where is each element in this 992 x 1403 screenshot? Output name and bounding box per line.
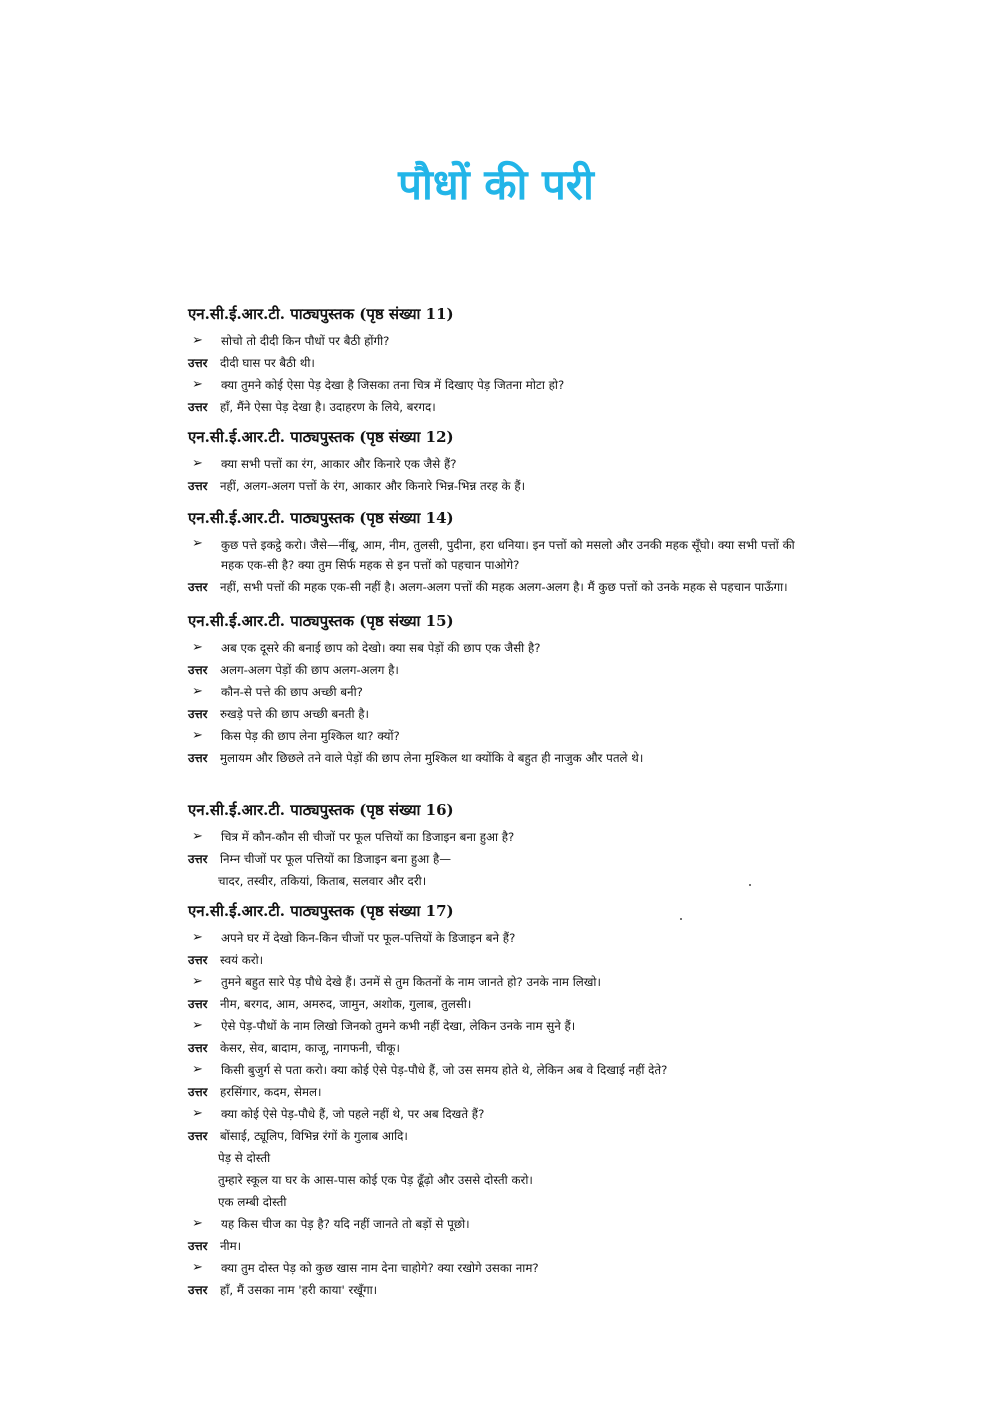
sub-heading: पेड़ से दोस्ती	[218, 1151, 271, 1165]
answer	[188, 848, 813, 870]
answer	[188, 1037, 813, 1059]
answer-text: नहीं, अलग-अलग पत्तों के रंग, आकार और किनारे भिन्न-भिन्न तरह के हैं।	[220, 479, 526, 493]
answer-label: उत्तर	[188, 1129, 208, 1143]
answer-text: रुखड़े पत्ते की छाप अच्छी बनती है।	[220, 707, 369, 721]
answer	[188, 576, 813, 600]
question-text: कुछ पत्ते इकट्ठे करो। जैसे—नींबू, आम, नीम, तुलसी, पुदीना, हरा धनिया। इन पत्तों को मसलो और उनकी महक सूँघो। क्या सभी पत्तों की महक एक-सी है? क्या तुम सिर्फ महक से इन पत्तों को पहचान पाओगे?	[221, 538, 795, 572]
question	[188, 1257, 813, 1279]
question-text: कौन-से पत्ते की छाप अच्छी बनी?	[221, 685, 363, 699]
question	[188, 1015, 813, 1037]
answer	[188, 659, 813, 681]
question	[188, 1059, 813, 1081]
answer-label: उत्तर	[188, 997, 208, 1011]
question	[188, 534, 813, 576]
answer-text: स्वयं करो।	[220, 953, 264, 967]
question	[188, 681, 813, 703]
answer	[188, 703, 813, 725]
answer	[188, 993, 813, 1015]
section-page-12	[188, 426, 813, 497]
answer-text: नहीं, सभी पत्तों की महक एक-सी नहीं है। अलग-अलग पत्तों की महक अलग-अलग है। मैं कुछ पत्तों को उनके महक से पहचान पाऊँगा।	[220, 580, 788, 594]
answer-label: उत्तर	[188, 400, 208, 414]
answer-text: हाँ, मैंने ऐसा पेड़ देखा है। उदाहरण के लिये, बरगद।	[220, 400, 436, 414]
section-heading: एन.सी.ई.आर.टी. पाठ्यपुस्तक (पृष्ठ संख्या 14)	[188, 509, 454, 527]
arrow-icon: ➢	[192, 684, 203, 699]
question	[188, 637, 813, 659]
section-page-17	[188, 900, 813, 1301]
instruction-text: तुम्हारे स्कूल या घर के आस-पास कोई एक पेड़ ढूँढ़ो और उससे दोस्ती करो।	[218, 1173, 533, 1187]
sub-heading: एक लम्बी दोस्ती	[218, 1195, 287, 1209]
question	[188, 1213, 813, 1235]
answer-label: उत्तर	[188, 663, 208, 677]
section-heading: एन.सी.ई.आर.टी. पाठ्यपुस्तक (पृष्ठ संख्या 15)	[188, 612, 454, 630]
content	[188, 303, 813, 1301]
answer-label: उत्तर	[188, 1085, 208, 1099]
arrow-icon: ➢	[192, 1018, 203, 1033]
question-text: सोचो तो दीदी किन पौधों पर बैठी होंगी?	[221, 334, 390, 348]
answer-label: उत्तर	[188, 1041, 208, 1055]
section-page-15	[188, 610, 813, 769]
answer-text: हरसिंगार, कदम, सेमल।	[220, 1085, 322, 1099]
answer	[188, 747, 813, 769]
question-text: चित्र में कौन-कौन सी चीजों पर फूल पत्तियों का डिजाइन बना हुआ है?	[221, 830, 515, 844]
answer-label: उत्तर	[188, 707, 208, 721]
answer	[188, 1125, 813, 1147]
answer-continuation: चादर, तस्वीर, तकियां, किताब, सलवार और दरी।	[218, 874, 427, 888]
section-page-11	[188, 303, 813, 418]
question	[188, 374, 813, 396]
question-text: क्या तुम दोस्त पेड़ को कुछ खास नाम देना चाहोगे? क्या रखोगे उसका नाम?	[221, 1261, 539, 1275]
answer	[188, 949, 813, 971]
answer-text: बोंसाई, ट्यूलिप, विभिन्न रंगों के गुलाब आदि।	[220, 1129, 408, 1143]
answer-text: निम्न चीजों पर फूल पत्तियों का डिजाइन बना हुआ है—	[220, 852, 452, 866]
question	[188, 330, 813, 352]
answer-text: नीम, बरगद, आम, अमरुद, जामुन, अशोक, गुलाब, तुलसी।	[220, 997, 472, 1011]
scan-speck	[680, 918, 682, 920]
answer-text: नीम।	[220, 1239, 242, 1253]
answer-label: उत्तर	[188, 852, 208, 866]
arrow-icon: ➢	[192, 536, 203, 551]
question	[188, 971, 813, 993]
answer-text: अलग-अलग पेड़ों की छाप अलग-अलग है।	[220, 663, 399, 677]
question-text: किस पेड़ की छाप लेना मुश्किल था? क्यों?	[221, 729, 400, 743]
arrow-icon: ➢	[192, 1216, 203, 1231]
question-text: ऐसे पेड़-पौधों के नाम लिखो जिनको तुमने कभी नहीं देखा, लेकिन उनके नाम सुने हैं।	[221, 1019, 576, 1033]
answer-text: दीदी घास पर बैठी थी।	[220, 356, 315, 370]
arrow-icon: ➢	[192, 333, 203, 348]
answer	[188, 475, 813, 497]
question	[188, 927, 813, 949]
answer-label: उत्तर	[188, 479, 208, 493]
section-heading: एन.सी.ई.आर.टी. पाठ्यपुस्तक (पृष्ठ संख्या 12)	[188, 428, 454, 446]
arrow-icon: ➢	[192, 456, 203, 471]
answer-label: उत्तर	[188, 1239, 208, 1253]
arrow-icon: ➢	[192, 377, 203, 392]
section-heading: एन.सी.ई.आर.टी. पाठ्यपुस्तक (पृष्ठ संख्या 11)	[188, 305, 454, 323]
answer	[188, 396, 813, 418]
answer-text: हाँ, मैं उसका नाम 'हरी काया' रखूँगा।	[220, 1283, 378, 1297]
question-text: किसी बुजुर्ग से पता करो। क्या कोई ऐसे पेड़-पौधे हैं, जो उस समय होते थे, लेकिन अब वे दिखाई नहीं देते?	[221, 1063, 668, 1077]
arrow-icon: ➢	[192, 930, 203, 945]
answer	[188, 352, 813, 374]
arrow-icon: ➢	[192, 640, 203, 655]
question-text: तुमने बहुत सारे पेड़ पौधे देखे हैं। उनमें से तुम कितनों के नाम जानते हो? उनके नाम लिखो।	[221, 975, 601, 989]
question	[188, 826, 813, 848]
arrow-icon: ➢	[192, 829, 203, 844]
arrow-icon: ➢	[192, 974, 203, 989]
answer	[188, 1081, 813, 1103]
question-text: क्या सभी पत्तों का रंग, आकार और किनारे एक जैसे हैं?	[221, 457, 457, 471]
answer	[188, 1279, 813, 1301]
arrow-icon: ➢	[192, 1260, 203, 1275]
answer-label: उत्तर	[188, 751, 208, 765]
answer-text: मुलायम और छिछले तने वाले पेड़ों की छाप लेना मुश्किल था क्योंकि वे बहुत ही नाजुक और पतले थे।	[220, 751, 644, 765]
question	[188, 1103, 813, 1125]
question	[188, 453, 813, 475]
question-text: क्या कोई ऐसे पेड़-पौधे हैं, जो पहले नहीं थे, पर अब दिखते हैं?	[221, 1107, 485, 1121]
section-heading: एन.सी.ई.आर.टी. पाठ्यपुस्तक (पृष्ठ संख्या 16)	[188, 801, 454, 819]
question-text: क्या तुमने कोई ऐसा पेड़ देखा है जिसका तना चित्र में दिखाए पेड़ जितना मोटा हो?	[221, 378, 565, 392]
section-page-14	[188, 507, 813, 600]
section-heading: एन.सी.ई.आर.टी. पाठ्यपुस्तक (पृष्ठ संख्या 17)	[188, 902, 454, 920]
arrow-icon: ➢	[192, 1106, 203, 1121]
section-page-16	[188, 799, 813, 892]
answer-text: केसर, सेव, बादाम, काजू, नागफनी, चीकू।	[220, 1041, 400, 1055]
answer-label: उत्तर	[188, 1283, 208, 1297]
scan-speck	[749, 884, 751, 886]
page-title: पौधों की परी	[398, 160, 594, 209]
answer-label: उत्तर	[188, 356, 208, 370]
answer-label: उत्तर	[188, 580, 208, 594]
question-text: अब एक दूसरे की बनाई छाप को देखो। क्या सब पेड़ों की छाप एक जैसी है?	[221, 641, 541, 655]
question-text: यह किस चीज का पेड़ है? यदि नहीं जानते तो बड़ों से पूछो।	[221, 1217, 470, 1231]
question-text: अपने घर में देखो किन-किन चीजों पर फूल-पत्तियों के डिजाइन बने हैं?	[221, 931, 516, 945]
arrow-icon: ➢	[192, 728, 203, 743]
answer-label: उत्तर	[188, 953, 208, 967]
arrow-icon: ➢	[192, 1062, 203, 1077]
answer	[188, 1235, 813, 1257]
question	[188, 725, 813, 747]
